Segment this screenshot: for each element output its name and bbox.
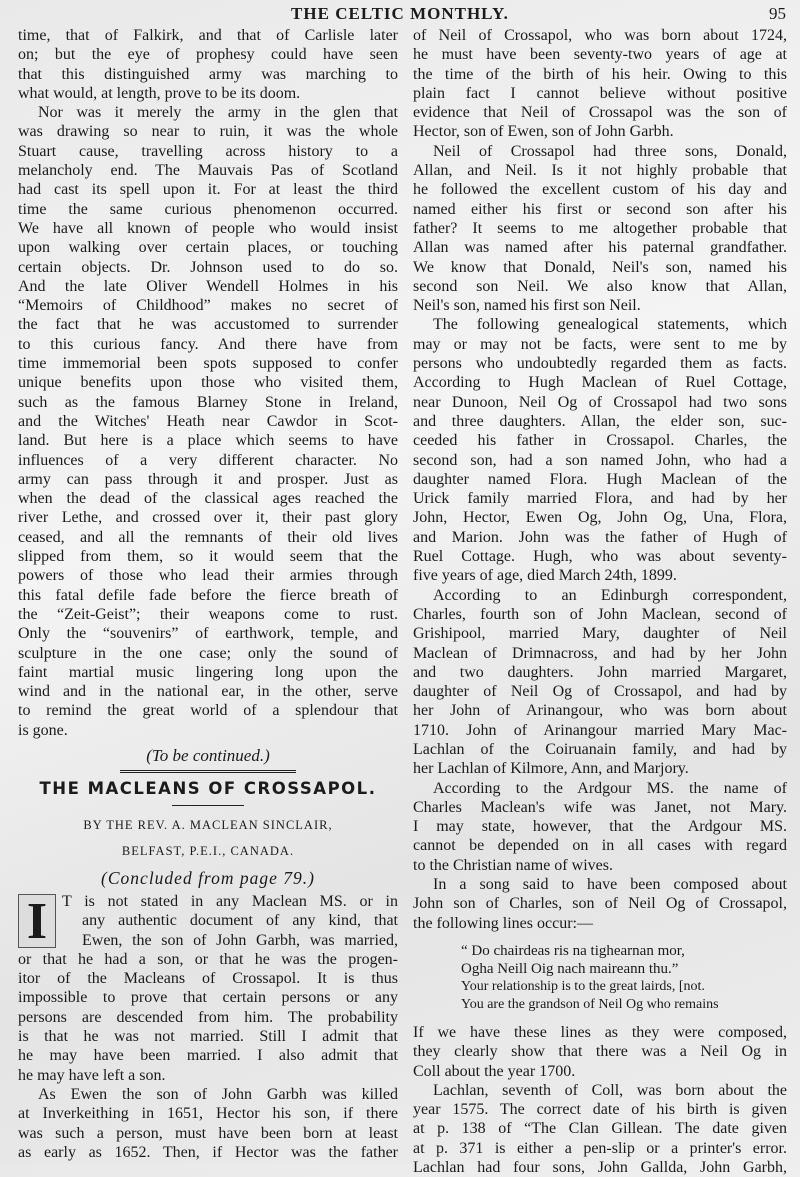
article-text (413, 26, 787, 933)
text-line: Coll about the year 1700. (413, 1062, 576, 1080)
text-line: the “Zeit-Geist”; their weapons come to rust. (18, 605, 398, 623)
text-line: Lachlan had four sons, John Gallda, John Garbh, (413, 1159, 787, 1177)
text-line: According to Hugh Maclean of Ruel Cottage, (413, 374, 787, 392)
text-line: was such a person, must have been born at least (18, 1124, 398, 1142)
article-title: THE MACLEANS OF CROSSAPOL. (39, 778, 377, 798)
text-line: daughter named Flora. Hugh Maclean of the (413, 470, 787, 488)
text-line: Ruel Cottage. Hugh, who was about seventy- (413, 548, 787, 566)
section-divider (120, 770, 296, 773)
text-line: may or may not be facts, were sent to me by (413, 335, 787, 353)
previous-article-text (18, 26, 398, 740)
text-line: 1710. John of Arinangour married Mary Mac- (413, 721, 787, 739)
text-line: “ Do chairdeas ris na tighearnan mor, (461, 942, 685, 959)
text-line: plain fact I cannot believe without positive (413, 84, 787, 102)
text-line: Nor was it merely the army in the glen that (38, 104, 398, 122)
text-line: Urick family married Flora, and had by her (413, 490, 787, 508)
text-line: he may have left a son. (18, 1066, 166, 1084)
text-line: We know that Donald, Neil's son, named his (413, 258, 787, 276)
text-line: five years of age, died March 24th, 1899. (413, 567, 677, 585)
paragraph (18, 26, 398, 103)
paragraph (413, 1081, 787, 1177)
paragraph (413, 142, 787, 316)
drop-cap-ornament: I (18, 894, 56, 948)
paragraph (413, 315, 787, 585)
text-line: Maclean of Drimnacross, and had by her John (413, 644, 787, 662)
text-line: her Lachlan of Kilmore, Ann, and Marjory. (413, 760, 689, 778)
text-line: certain objects. Dr. Johnson used to do so. (18, 258, 398, 276)
text-line: that this distinguished army was marching to (18, 65, 398, 83)
text-line: and three daughters. Allan, the elder son, suc- (413, 412, 787, 430)
text-line: river Lethe, and crossed over it, their past glory (18, 509, 398, 527)
text-line: or that he had a son, or that he was the progen- (18, 950, 398, 968)
text-line: was drawing so near to ruin, it was the whole (18, 123, 398, 141)
text-line: near Dunoon, Neil Og of Crossapol had two sons (413, 393, 787, 411)
to-be-continued: (To be continued.) (146, 745, 270, 765)
text-line: and the Witches' Heath near Cawdor in Scot- (18, 412, 398, 430)
paragraph (413, 26, 787, 142)
text-line: powers of those who lead their armies through (18, 567, 398, 585)
text-line: and Marion. John was the father of Hugh of (413, 528, 787, 546)
author-location: BELFAST, P.E.I., CANADA. (121, 843, 295, 858)
text-line: Neil's son, named his first son Neil. (413, 297, 641, 315)
article-text-continued (413, 1023, 787, 1177)
text-line: father? It seems to me altogether probable that (413, 219, 787, 237)
text-line: unique benefits upon those who visited them, (18, 374, 398, 392)
text-line: ceeded his father in Crossapol. Charles, the (413, 432, 787, 450)
right-column (413, 26, 787, 1177)
text-line: Allan was named after his paternal grandfather. (413, 239, 787, 257)
text-line: Charles, fourth son of John Maclean, second of (413, 605, 787, 623)
text-line: Your relationship is to the great lairds, [not. (461, 978, 705, 994)
text-line: And the late Oliver Wendell Holmes in his (18, 277, 398, 295)
text-line: as early as 1652. Then, if Hector was the father (18, 1143, 398, 1161)
text-line: Allan, and Neil. Is it not highly probable that (413, 162, 787, 180)
text-line: such as the famous Blarney Stone in Ireland, (18, 393, 398, 411)
text-line: Lachlan, seventh of Coll, was born about the (433, 1081, 787, 1099)
text-line: According to an Edinburgh correspondent, (433, 586, 787, 604)
text-line: Ogha Neill Oig nach maireann thu.” (461, 960, 679, 977)
text-line: upon walking over certain places, or touching (18, 239, 398, 257)
text-line: second son Neil. We also know that Allan, (413, 277, 787, 295)
text-line: We have all known of people who would insist (18, 219, 398, 237)
text-line: Grishipool, married Mary, daughter of Neil (413, 625, 787, 643)
text-line: Only the “souvenirs” of earthwork, temple, and (18, 625, 398, 643)
text-line: the fact that he was accustomed to surrender (18, 316, 398, 334)
text-line: John, Hector, Ewen Og, John Og, Una, Flora, (413, 509, 787, 527)
page-number: 95 (769, 4, 786, 23)
text-line: land. But here is a place which seems to have (18, 432, 398, 450)
paragraph (413, 779, 787, 875)
text-line: Lachlan of the Coiruanain family, and had by (413, 740, 787, 758)
first-paragraph (18, 892, 398, 1085)
text-line: wind and in the national ear, in the other, serve (18, 683, 398, 701)
text-line: In a song said to have been composed about (433, 876, 787, 894)
text-line: is that he was not married. Still I admit that (18, 1028, 398, 1046)
text-line: The following genealogical statements, which (433, 316, 787, 334)
text-line: Neil of Crossapol had three sons, Donald, (433, 142, 787, 160)
text-line: faint martial music lingering long upon the (18, 663, 398, 681)
text-line: Ewen, the son of John Garbh, was married, (82, 931, 398, 949)
gaelic-verse (461, 942, 787, 978)
text-line: Charles Maclean's wife was Janet, not Mary. (413, 798, 787, 816)
text-line: he must have been seventy-two years of age at (413, 46, 787, 64)
text-line: persons are descended from him. The probability (18, 1008, 398, 1026)
text-line: I may state, however, that the Ardgour MS. (413, 818, 787, 836)
text-line: they clearly show that there was a Neil Og in (413, 1043, 787, 1061)
text-line: he may have been married. I also admit that (18, 1047, 398, 1065)
text-line: T is not stated in any Maclean MS. or in (62, 892, 398, 910)
running-title: THE CELTIC MONTHLY. (291, 4, 509, 23)
text-line: second son, had a son named John, who had a (413, 451, 787, 469)
text-line: time the same curious phenomenon occurred. (18, 200, 398, 218)
text-line: what would, at length, prove to be its doom. (18, 84, 301, 102)
text-line: time immemorial been spots supposed to confer (18, 355, 398, 373)
text-line: year 1575. The correct date of his birth is given (413, 1101, 787, 1119)
verse-translation (461, 978, 787, 1014)
page-header (0, 4, 800, 26)
text-line: Hector, son of Ewen, son of John Garbh. (413, 123, 674, 141)
text-line: at p. 138 of “The Clan Gillean. The date given (413, 1120, 787, 1138)
text-line: army can pass through it and prosper. Just as (18, 470, 398, 488)
text-line: melancholy end. The Mauvais Pas of Scotland (18, 162, 398, 180)
text-line: evidence that Neil of Crossapol was the son of (413, 104, 787, 122)
text-line: As Ewen the son of John Garbh was killed (38, 1085, 398, 1103)
text-line: impossible to prove that certain persons or any (18, 989, 398, 1007)
text-line: at p. 371 is either a pen-slip or a printer's error. (413, 1139, 787, 1157)
text-line: You are the grandson of Neil Og who remains (461, 996, 719, 1012)
text-line: the time of the birth of his heir. Owing to this (413, 65, 787, 83)
text-line: of Neil of Crossapol, who was born about 1724, (413, 27, 787, 44)
text-line: any authentic document of any kind, that (82, 912, 398, 930)
text-line: influences of a very different character. No (18, 451, 398, 469)
poem-quote (413, 942, 787, 1014)
paragraph (18, 1085, 398, 1162)
text-line: Stuart cause, travelling across history to a (18, 142, 398, 160)
text-line: itor of the Macleans of Crossapol. It is thus (18, 970, 398, 988)
title-rule (172, 805, 244, 806)
text-line: to the Christian name of wives. (413, 856, 613, 874)
text-line: her John of Arinangour, who was born about (413, 702, 787, 720)
paragraph (413, 875, 787, 933)
paragraph (413, 586, 787, 779)
paragraph (413, 1023, 787, 1081)
text-line: time, that of Falkirk, and that of Carlisle later (18, 27, 398, 44)
text-line: is gone. (18, 721, 68, 739)
text-line: “Memoirs of Childhood” makes no secret of (18, 297, 398, 315)
text-line: ceased, and all the remnants of their old lives (18, 528, 398, 546)
left-column (18, 26, 398, 1162)
text-line: to this curious fancy. And there have from (18, 335, 398, 353)
text-line: and two daughters. John married Margaret, (413, 663, 787, 681)
text-line: According to the Ardgour MS. the name of (433, 779, 787, 797)
text-line: to remind the great world of a splendour that (18, 702, 398, 720)
text-line: sculpture in the one case; only the sound of (18, 644, 398, 662)
concluded-note: (Concluded from page 79.) (101, 867, 315, 888)
text-line: when the dead of the classical ages reached the (18, 490, 398, 508)
text-line: If we have these lines as they were composed, (413, 1023, 787, 1041)
text-line: slipped from them, so it would seem that the (18, 548, 398, 566)
text-line: named either his first or second son after his (413, 200, 787, 218)
text-line: cannot be depended on in all cases with regard (413, 837, 787, 855)
article-byline: BY THE REV. A. MACLEAN SINCLAIR, (83, 817, 333, 832)
text-line: the following lines occur:— (413, 914, 593, 932)
paragraph (18, 103, 398, 740)
text-line: this fatal defile fade before the fierce breath of (18, 586, 398, 604)
text-line: he followed the excellent custom of his day and (413, 181, 787, 199)
text-line: on; but the eye of prophesy could have seen (18, 46, 398, 64)
text-line: persons who undoubtedly regarded them as facts. (413, 355, 787, 373)
text-line: daughter of Neil Og of Crossapol, and had by (413, 683, 787, 701)
text-line: had cast its spell upon it. For at least the third (18, 181, 398, 199)
text-line: John son of Charles, son of Neil Og of Crossapol, (413, 895, 787, 913)
text-line: at Inverkeithing in 1651, Hector his son, if there (18, 1105, 398, 1123)
